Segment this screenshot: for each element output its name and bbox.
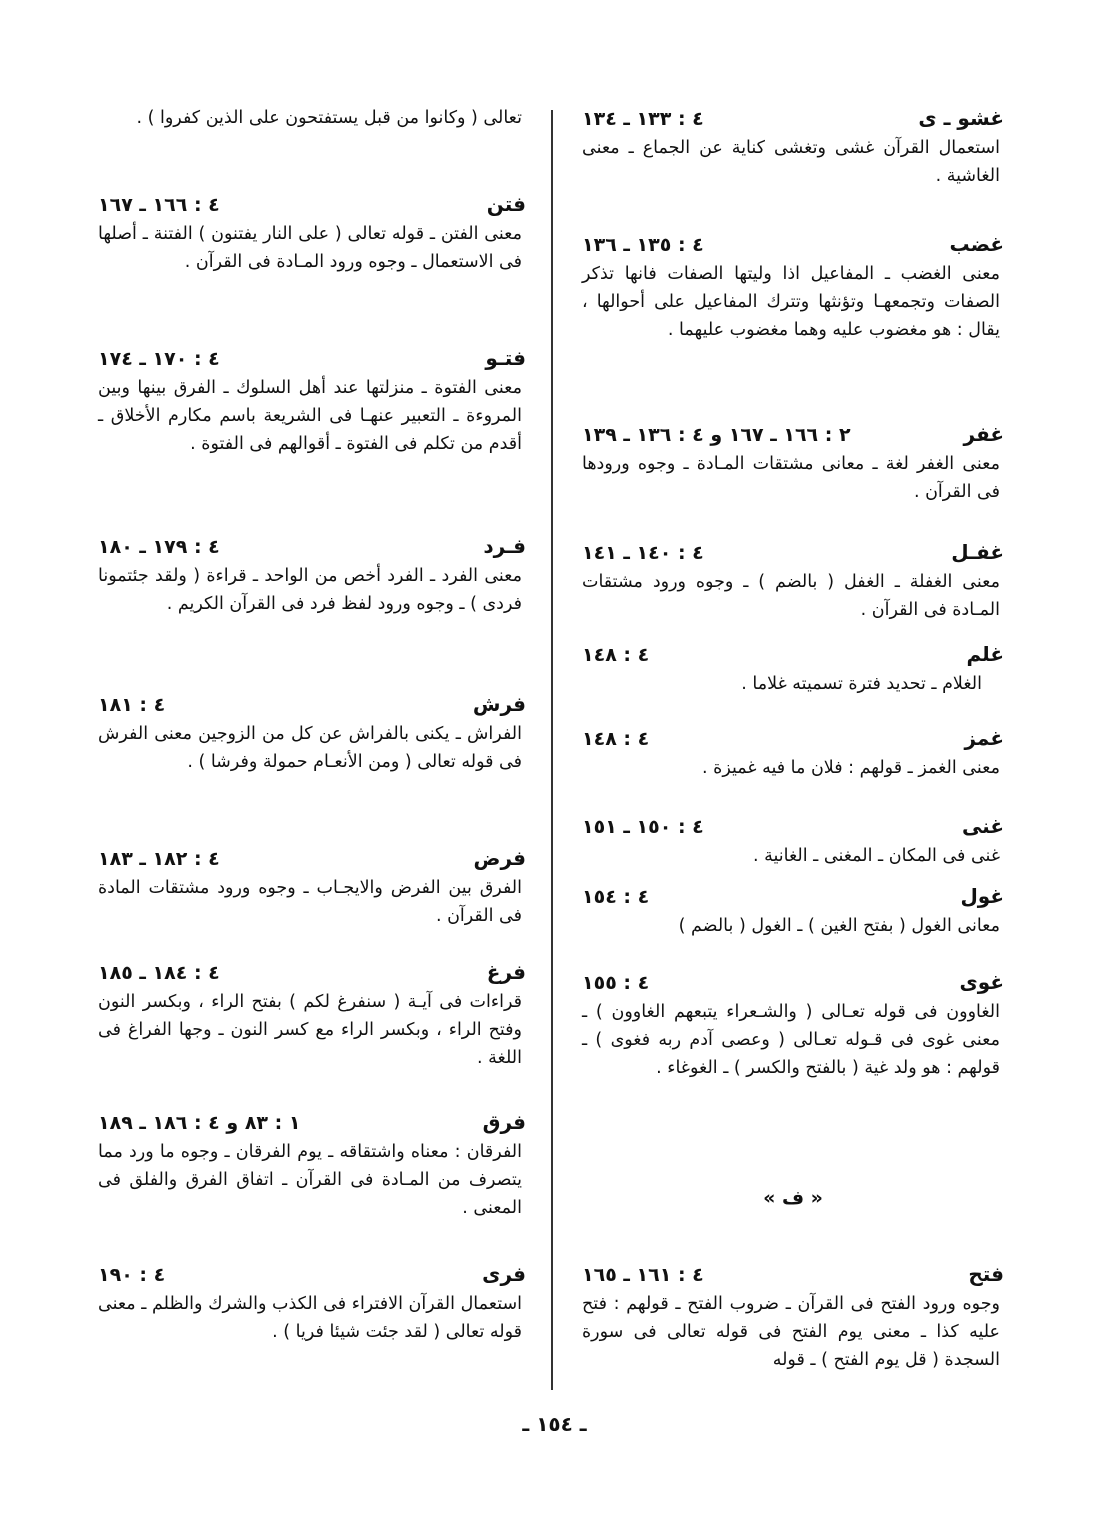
entry-refs: ٤ : ١٨٤ ـ ١٨٥ <box>98 962 220 984</box>
entry-text: قراءات فى آيـة ( سنفرغ لكم ) بفتح الراء ، وبكسر النون وفتح الراء ، وبكسر الراء مع كسر النون ـ وجها الفراغ فى اللغة . <box>98 992 522 1068</box>
entry-faraq <box>98 1108 526 1222</box>
entry-root: غشو ـ ى <box>918 106 1004 130</box>
entry-fatw <box>98 344 526 458</box>
entry-text: استعمال القرآن غشى وتغشى كناية عن الجماع ـ معنى الغاشية . <box>582 138 1000 186</box>
entry-ghana <box>582 812 1004 870</box>
entry-root: غوى <box>959 970 1004 994</box>
entry-fatan <box>98 190 526 276</box>
entry-refs: ٤ : ١٥٠ ـ ١٥١ <box>582 816 704 838</box>
entry-root: فرق <box>482 1110 526 1134</box>
entry-ghawl <box>582 882 1004 940</box>
entry-refs: ٤ : ١٥٥ <box>582 972 650 994</box>
entry-ghafal <box>582 538 1004 624</box>
entry-root: غفر <box>963 422 1004 446</box>
entry-root: فرض <box>473 846 526 870</box>
entry-text: معنى الغفلة ـ الغفل ( بالضم ) ـ وجوه ورود مشتقات المـادة فى القرآن . <box>582 572 1000 620</box>
entry-root: فرى <box>482 1262 526 1286</box>
entry-text: معنى الفتن ـ قوله تعالى ( على النار يفتنون ) الفتنة ـ أصلها فى الاستعمال ـ وجوه ورود المـادة فى القرآن . <box>98 224 522 272</box>
entry-farad <box>98 844 526 930</box>
page-number: ـ ١٥٤ ـ <box>522 1412 587 1436</box>
entry-ghadab <box>582 230 1004 344</box>
entry-text: الغلام ـ تحديد فترة تسميته غلاما . <box>741 674 982 694</box>
entry-refs: ٤ : ١٧٩ ـ ١٨٠ <box>98 536 220 558</box>
entry-root: فتـو <box>485 346 526 370</box>
entry-refs: ٤ : ١٨١ <box>98 694 166 716</box>
entry-text: معنى الفتوة ـ منزلتها عند أهل السلوك ـ الفرق بينها وبين المروءة ـ التعبير عنهـا فى الشريعة باسم مكارم الأخلاق ـ أقدم من تكلم فى الفتوة ـ أقوالهم فى الفتوة . <box>98 378 522 454</box>
entry-ghawa <box>582 968 1004 1082</box>
entry-refs: ٤ : ١٣٣ ـ ١٣٤ <box>582 108 704 130</box>
entry-ghashw <box>582 104 1004 190</box>
entry-refs: ٢ : ١٦٦ ـ ١٦٧ و ٤ : ١٣٦ ـ ١٣٩ <box>582 424 851 446</box>
entry-root: غلم <box>966 642 1004 666</box>
entry-text: الفرقان : معناه واشتقاقه ـ يوم الفرقان ـ وجوه ما ورد مما يتصرف من المـادة فى القرآن ـ اتفاق الفرق والفلق فى المعنى . <box>98 1142 522 1218</box>
continuation-text: تعالى ( وكانوا من قبل يستفتحون على الذين كفروا ) . <box>136 108 522 128</box>
entry-farash <box>98 690 526 776</box>
entry-ghalam <box>582 640 1004 698</box>
entry-fatah <box>582 1260 1004 1374</box>
entry-refs: ٤ : ١٩٠ <box>98 1264 166 1286</box>
entry-text: استعمال القرآن الافتراء فى الكذب والشرك والظلم ـ معنى قوله تعالى ( لقد جئت شيئا فريا ) . <box>98 1294 522 1342</box>
entry-refs: ٤ : ١٦١ ـ ١٦٥ <box>582 1264 704 1286</box>
entry-refs: ٤ : ١٤٠ ـ ١٤١ <box>582 542 704 564</box>
entry-text: معنى الغفر لغة ـ معانى مشتقات المـادة ـ وجوه ورودها فى القرآن . <box>582 454 1000 502</box>
entry-root: فتن <box>486 192 526 216</box>
entry-refs: ٤ : ١٦٦ ـ ١٦٧ <box>98 194 220 216</box>
entry-fara <box>98 1260 526 1346</box>
entry-root: غمز <box>964 726 1004 750</box>
entry-root: غنى <box>961 814 1004 838</box>
entry-text: معنى الغمز ـ قولهم : فلان ما فيه غميزة . <box>702 758 1000 778</box>
entry-ghafar <box>582 420 1004 506</box>
entry-ghamaz <box>582 724 1004 782</box>
entry-text: غنى فى المكان ـ المغنى ـ الغانية . <box>752 846 1000 866</box>
entry-text: معانى الغول ( بفتح الغين ) ـ الغول ( بالضم ) <box>678 916 1000 936</box>
entry-text: الفرق بين الفرض والايجـاب ـ وجوه ورود مشتقات المادة فى القرآن . <box>98 878 522 926</box>
entry-refs: ٤ : ١٣٥ ـ ١٣٦ <box>582 234 704 256</box>
entry-root: فرغ <box>486 960 526 984</box>
entry-farag <box>98 958 526 1072</box>
section-title-fa: « ف » <box>763 1187 823 1209</box>
entry-refs: ٤ : ١٥٤ <box>582 886 650 908</box>
entry-fard <box>98 532 526 618</box>
entry-text: معنى الغضب ـ المفاعيل اذا وليتها الصفات فانها تذكر الصفات وتجمعهـا وتؤنثها وتترك المفاعيل على أحوالها ، يقال : هو مغضوب عليه وهما مغضوب عليهما . <box>582 264 1000 340</box>
entry-refs: ٤ : ١٤٨ <box>582 644 650 666</box>
entry-root: فـرد <box>483 534 526 558</box>
entry-refs: ١ : ٨٣ و ٤ : ١٨٦ ـ ١٨٩ <box>98 1112 301 1134</box>
entry-continuation <box>98 104 526 132</box>
entry-text: وجوه ورود الفتح فى القرآن ـ ضروب الفتح ـ قولهم : فتح عليه كذا ـ معنى يوم الفتح فى قوله تعالى فى سورة السجدة ( قل يوم الفتح ) ـ قوله <box>582 1294 1000 1370</box>
entry-root: غضب <box>949 232 1004 256</box>
entry-refs: ٤ : ١٨٢ ـ ١٨٣ <box>98 848 220 870</box>
entry-root: فتح <box>968 1262 1004 1286</box>
entry-root: فرش <box>472 692 526 716</box>
entry-refs: ٤ : ١٧٠ ـ ١٧٤ <box>98 348 220 370</box>
entry-refs: ٤ : ١٤٨ <box>582 728 650 750</box>
entry-text: الغاوون فى قوله تعـالى ( والشـعراء يتبعهم الغاوون ) ـ معنى غوى فى قـوله تعـالى ( وعصى آدم ربه فغوى ) ـ قولهم : هو ولد غية ( بالفتح والكسر ) ـ الغوغاء . <box>582 1002 1000 1078</box>
entry-root: غفـل <box>951 540 1004 564</box>
column-divider <box>551 110 553 1390</box>
entry-text: معنى الفرد ـ الفرد أخص من الواحد ـ قراءة ( ولقد جئتمونا فردى ) ـ وجوه ورود لفظ فرد فى القرآن الكريم . <box>98 566 522 614</box>
entry-text: الفراش ـ يكنى بالفراش عن كل من الزوجين معنى الفرش فى قوله تعالى ( ومن الأنعـام حمولة وفرشا ) . <box>98 724 522 772</box>
entry-root: غول <box>960 884 1004 908</box>
